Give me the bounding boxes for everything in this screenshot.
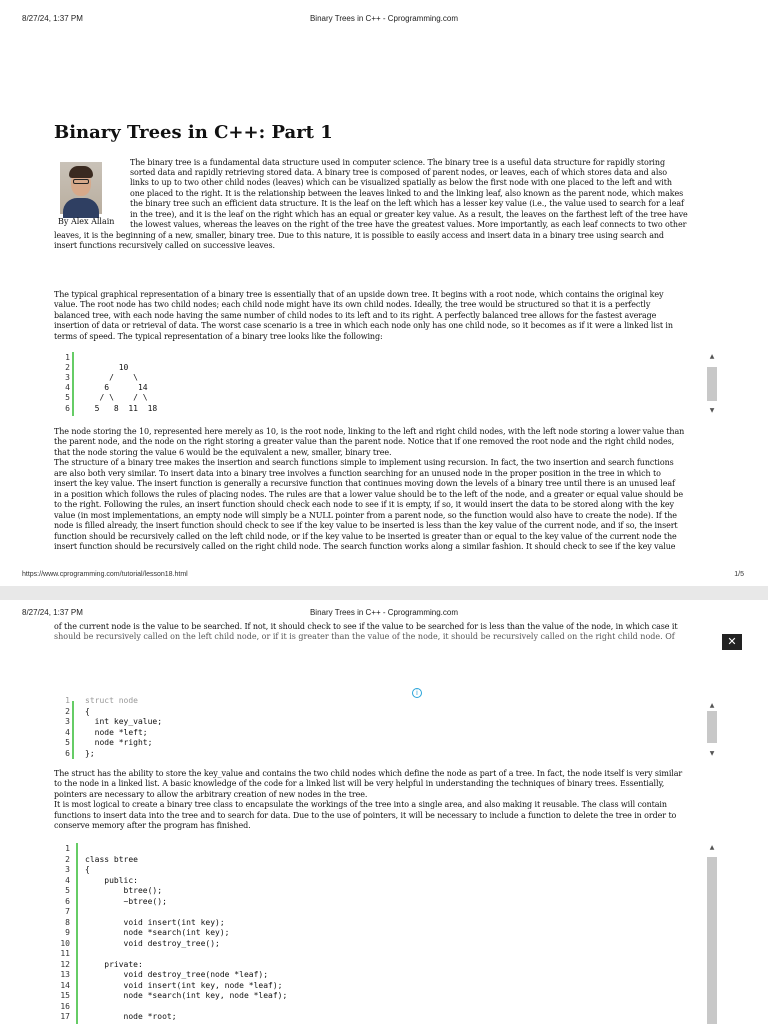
code-line: };: [85, 749, 95, 758]
text-line: It is most logical to create a binary tree class to encapsulate the workings of the tree into a single area, and also making it reusable. The class will contain: [54, 800, 667, 809]
code-line: 5 8 11 18: [85, 404, 158, 413]
text-line: value. The root node has two child nodes; each child node might have its own child nodes. Ideally, the tree would be structured so that it is a perfectly: [54, 300, 651, 309]
code-scrollbar[interactable]: [706, 352, 718, 416]
code-line: void destroy_tree();: [85, 939, 220, 948]
line-number: 1: [65, 844, 70, 853]
scroll-down-icon[interactable]: ▼: [709, 750, 715, 757]
line-number: 6: [65, 404, 70, 413]
text-line: function should be recursively called on the left child node, or if the key value to be inserted is greater than or equal to the key value of the current node the: [54, 532, 677, 541]
line-number: 1: [65, 353, 70, 362]
text-line: terms of speed. The typical representation of a binary tree looks like the following:: [54, 332, 383, 341]
code-line: / \: [85, 373, 138, 382]
text-line-partial: should be recursively called on the left child node, or if it is greater than the value of the node, it should be recursively called on the right child node. Of: [54, 632, 675, 641]
line-number: 2: [65, 855, 70, 864]
code-block-tree[interactable]: [54, 352, 718, 416]
print-url: https://www.cprogramming.com/tutorial/lesson18.html: [22, 571, 188, 578]
code-line: {: [85, 707, 90, 716]
line-number: 5: [65, 738, 70, 747]
text-line: to the node in a linked list. A basic knowledge of the code for a linked list will be very helpful in understanding the techniques of binary trees. Essentially,: [54, 779, 665, 788]
text-line: leaves, it is the beginning of a new, smaller, binary tree. Due to this nature, it is possible to easily access and insert data in a binary tree using search and: [54, 231, 664, 240]
text-line: conserve memory after the program has finished.: [54, 821, 251, 830]
text-line: The structure of a binary tree makes the insertion and search functions simple to implement using recursion. In fact, the two insertion and search functions: [54, 458, 674, 467]
text-line: insertion of data or retrieval of data. The worst case scenario is a tree in which each node only has one child node, so it becomes as if it were a linked list in: [54, 321, 673, 330]
code-line: node *left;: [85, 728, 148, 737]
line-number: 4: [65, 728, 70, 737]
text-line: balanced tree, with each node having the same number of child nodes to its left and to its right. A perfectly balanced tree allows for the fastest average: [54, 311, 657, 320]
text-line: one placed to the right. It is the relationship between the leaves linked to and the linking leaf, also known as the parent node, which makes: [130, 189, 684, 198]
text-line: the parent node, and the node on the right storing a greater value than the parent node. Notice that if one removed the root node and the right child nodes,: [54, 437, 675, 446]
text-line: that the node storing the value 6 would be the equivalent a new, smaller, binary tree.: [54, 448, 392, 457]
scroll-down-icon[interactable]: ▼: [709, 407, 715, 414]
line-number: 7: [65, 907, 70, 916]
author-byline: By Alex Allain: [58, 217, 115, 226]
line-number: 5: [65, 393, 70, 402]
scroll-up-icon[interactable]: ▲: [709, 844, 715, 851]
line-number: 16: [60, 1002, 70, 1011]
text-line: insert functions recursively called on successive leaves.: [54, 241, 275, 250]
code-scrollbar[interactable]: [706, 843, 718, 1024]
code-line-keyword: class btree: [85, 855, 138, 864]
page-counter: 1/5: [734, 571, 744, 578]
text-line: in a position which follows the rules of placing nodes. The rules are that a lower value should be to the left of the node, and a greater or equal value should be: [54, 490, 684, 499]
line-number: 3: [65, 373, 70, 382]
code-line: {: [85, 865, 90, 874]
text-line: The binary tree is a fundamental data structure used in computer science. The binary tree is a useful data structure for rapidly storing: [130, 158, 665, 167]
scroll-up-icon[interactable]: ▲: [709, 353, 715, 360]
line-number: 15: [60, 991, 70, 1000]
code-line: btree();: [85, 886, 163, 895]
print-page-title: Binary Trees in C++ - Cprogramming.com: [309, 14, 459, 23]
code-line: 10: [85, 363, 129, 372]
line-number: 6: [65, 897, 70, 906]
text-line: are also both very similar. To insert data into a binary tree involves a function searching for an unused node in the proper position in the tree in which to: [54, 469, 661, 478]
line-number: 5: [65, 886, 70, 895]
text-line: the binary tree such an efficient data structure. It is the leaf on the left which has a lesser key value (i.e., the value used to search for a leaf: [130, 199, 684, 208]
code-line: node *search(int key);: [85, 928, 230, 937]
text-line: sorted data and rapidly retrieving stored data. A binary tree is composed of parent nodes, or leaves, each of which stores data and also: [130, 168, 667, 177]
code-line-keyword: public:: [85, 876, 138, 885]
text-line: node is filled already, the insert function should check to see if the key value to be inserted is less than the key value of the current node, and if so, the insert: [54, 521, 678, 530]
scrollbar-thumb[interactable]: [707, 711, 717, 743]
text-line: links to up to two other child nodes (leaves) which can be visualized spatially as below the first node with one placed to the left and with: [130, 178, 672, 187]
line-number: 9: [65, 928, 70, 937]
text-line: value (in most implementations, an empty node will simply be a NULL pointer from a parent node, so the function would also have to create the node). If the: [54, 511, 677, 520]
line-number: 17: [60, 1012, 70, 1021]
print-datetime: 8/27/24, 1:37 PM: [22, 608, 83, 617]
line-number: 3: [65, 865, 70, 874]
line-number: 12: [60, 960, 70, 969]
scrollbar-thumb[interactable]: [707, 367, 717, 401]
text-line: insert the key value. The insert function is generally a recursive function that continues moving down the levels of a binary tree until there is an unused leaf: [54, 479, 675, 488]
line-number: 2: [65, 363, 70, 372]
text-line: of the current node is the value to be searched. If not, it should check to see if the value to be searched for is less than the value of the node, in which case it: [54, 622, 678, 631]
scrollbar-thumb[interactable]: [707, 857, 717, 1024]
line-number: 13: [60, 970, 70, 979]
line-number: 6: [65, 749, 70, 758]
code-line: node *search(int key, node *leaf);: [85, 991, 288, 1000]
text-line: pointers are necessary to allow the arbitrary creation of new nodes in the tree.: [54, 790, 368, 799]
line-number: 1: [65, 696, 70, 705]
code-line: void insert(int key);: [85, 918, 225, 927]
line-number: 3: [65, 717, 70, 726]
code-block-class[interactable]: [54, 843, 718, 1024]
code-scrollbar[interactable]: [706, 701, 718, 759]
line-number: 2: [65, 707, 70, 716]
code-line: void insert(int key, node *leaf);: [85, 981, 283, 990]
close-icon[interactable]: ✕: [722, 634, 742, 650]
text-line: The node storing the 10, represented here merely as 10, is the root node, linking to the left and right child nodes, with the left node storing a lower value than: [54, 427, 685, 436]
print-datetime: 8/27/24, 1:37 PM: [22, 14, 83, 23]
print-page-title: Binary Trees in C++ - Cprogramming.com: [309, 608, 459, 617]
text-line: The struct has the ability to store the key_value and contains the two child nodes which define the node as part of a tree. In fact, the node itself is very similar: [54, 769, 683, 778]
code-line: node *right;: [85, 738, 153, 747]
line-number: 4: [65, 383, 70, 392]
line-number: 14: [60, 981, 70, 990]
text-line: the lowest values, whereas the leaves on the right of the tree have the greatest values. More importantly, as each leaf connects to two other: [130, 220, 687, 229]
article-title: Binary Trees in C++: Part 1: [54, 122, 333, 143]
code-line: void destroy_tree(node *leaf);: [85, 970, 269, 979]
text-line: functions to insert data into the tree and to search for data. Due to the use of pointers, it will be necessary to include a function to delete the tree in order to: [54, 811, 677, 820]
line-number: 10: [60, 939, 70, 948]
code-block-struct[interactable]: [54, 696, 718, 759]
code-line: 6 14: [85, 383, 148, 392]
code-line: node *root;: [85, 1012, 177, 1021]
code-line-keyword: private:: [85, 960, 143, 969]
line-number: 4: [65, 876, 70, 885]
text-line: insert function should be recursively called on the right child node. The search function works along a similar fashion. It should check to see if the key value: [54, 542, 676, 551]
code-line: struct node: [85, 696, 138, 705]
line-number: 11: [60, 949, 70, 958]
line-number: 8: [65, 918, 70, 927]
author-photo: [60, 162, 102, 214]
text-line: The typical graphical representation of a binary tree is essentially that of an upside down tree. It begins with a root node, which contains the original key: [54, 290, 664, 299]
scroll-up-icon[interactable]: ▲: [709, 702, 715, 709]
info-icon[interactable]: i: [412, 688, 422, 698]
text-line: in the tree), and it is the leaf on the right which has an equal or greater key value. As a result, the leaves on the farthest left of the tree have: [130, 210, 688, 219]
code-line: / \ / \: [85, 393, 148, 402]
code-line: int key_value;: [85, 717, 163, 726]
text-line: to the right. Following the rules, an insert function should check each node to see if it is empty, if so, it would insert the data to be stored along with the key: [54, 500, 674, 509]
code-line: ~btree();: [85, 897, 167, 906]
